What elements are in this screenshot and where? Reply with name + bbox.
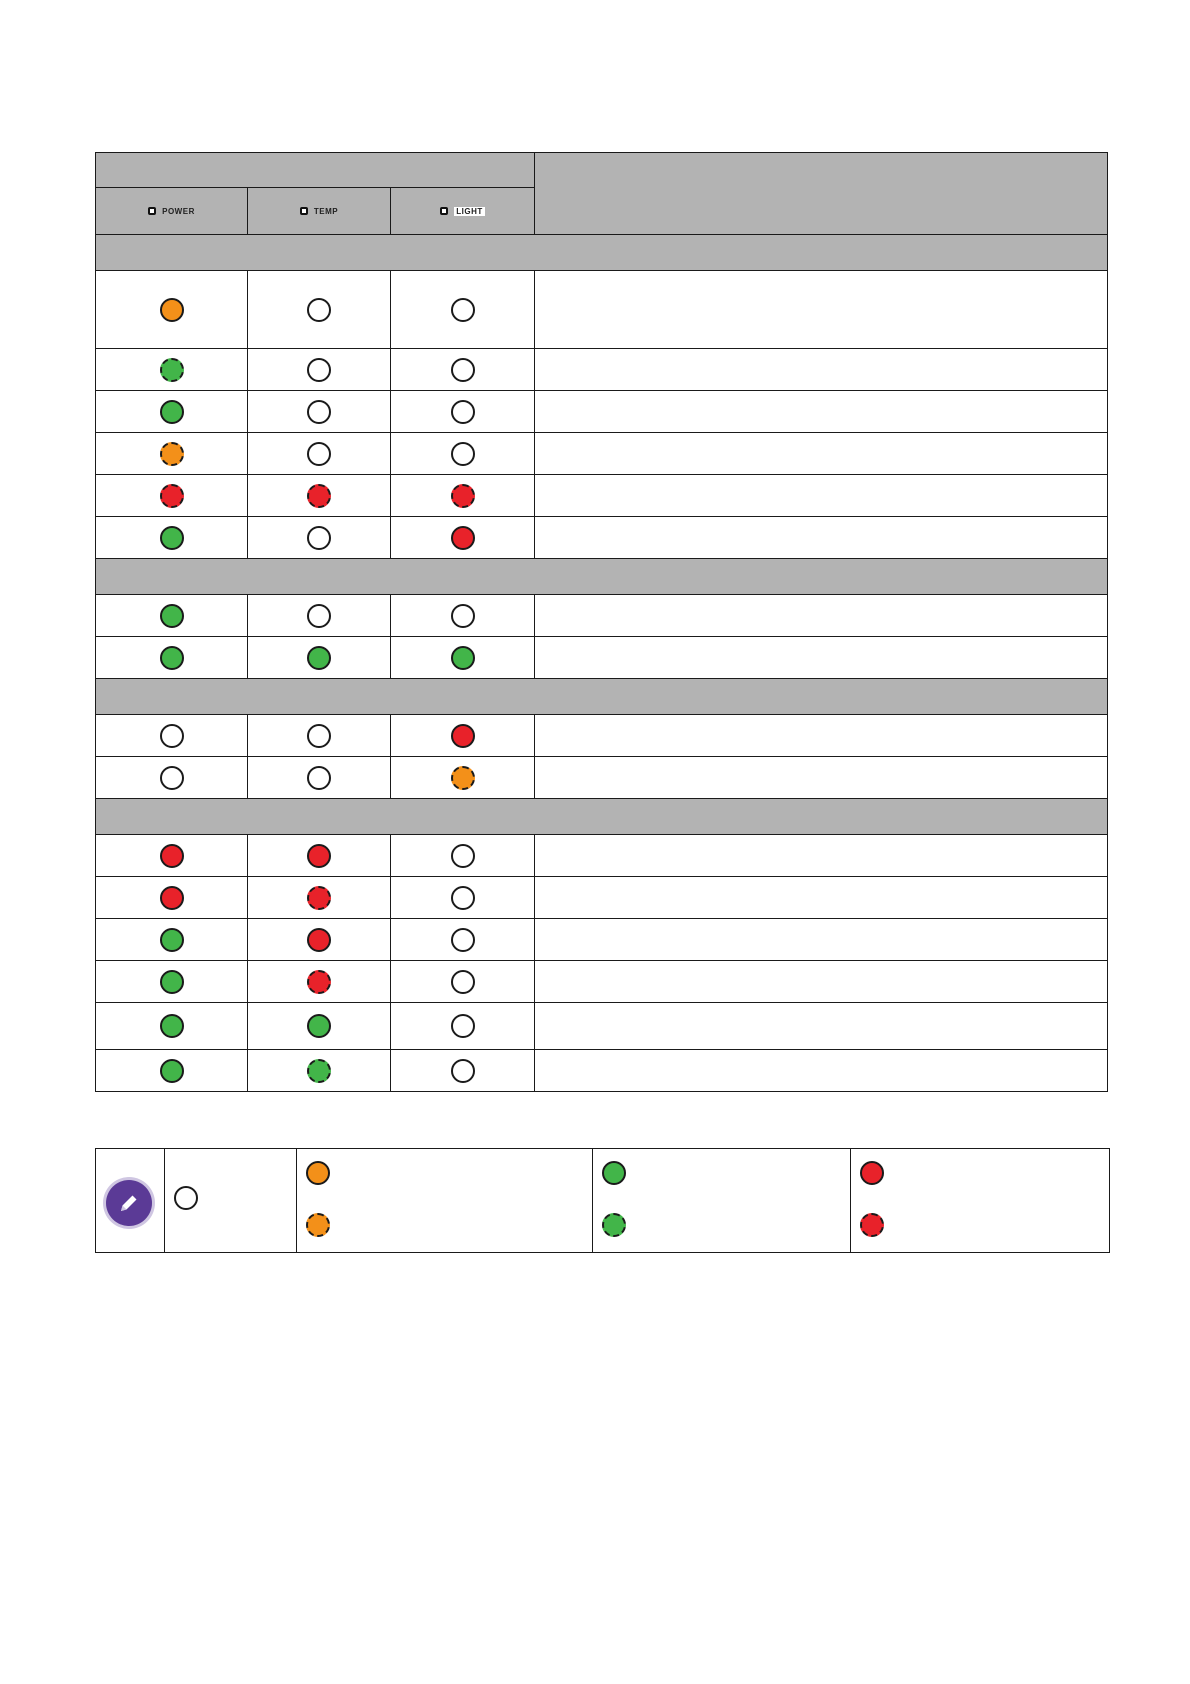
light-state-cell — [391, 271, 535, 349]
status-description-cell — [535, 433, 1108, 475]
power-led-green-flashing-dot — [160, 358, 184, 382]
temp-led-red-flashing-dot — [307, 886, 331, 910]
light-state-cell — [391, 349, 535, 391]
temp-state-cell — [248, 391, 391, 433]
light-led-off-dot — [451, 604, 475, 628]
temp-state-cell — [248, 475, 391, 517]
section-header-4 — [96, 799, 1108, 835]
light-state-cell — [391, 715, 535, 757]
status-description-cell — [535, 919, 1108, 961]
section-header-2 — [96, 559, 1108, 595]
power-led-green-dot — [160, 526, 184, 550]
table-row — [96, 715, 1108, 757]
pencil-icon — [106, 1180, 152, 1226]
table-row — [96, 637, 1108, 679]
section-header-row — [96, 679, 1108, 715]
light-led-green-dot — [451, 646, 475, 670]
light-led-label: LIGHT — [456, 206, 483, 216]
light-state-cell — [391, 961, 535, 1003]
light-state-cell — [391, 595, 535, 637]
status-description-cell — [535, 517, 1108, 559]
light-led-off-dot — [451, 928, 475, 952]
led-group-header — [96, 153, 535, 188]
legend-off-cell — [165, 1149, 297, 1253]
temp-led-red-dot — [307, 928, 331, 952]
table-row — [96, 433, 1108, 475]
power-led-red-dot — [160, 844, 184, 868]
light-state-cell — [391, 475, 535, 517]
temp-led-red-flashing-dot — [307, 484, 331, 508]
led-square-icon — [300, 207, 308, 215]
light-state-cell — [391, 391, 535, 433]
temp-led-label: TEMP — [313, 206, 339, 216]
temp-state-cell — [248, 1003, 391, 1050]
table-row — [96, 835, 1108, 877]
table-row — [96, 1003, 1108, 1050]
power-led-green-dot — [160, 604, 184, 628]
power-state-cell — [96, 757, 248, 799]
status-description-cell — [535, 961, 1108, 1003]
table-row — [96, 271, 1108, 349]
status-description-cell — [535, 349, 1108, 391]
light-led-off-dot — [451, 1014, 475, 1038]
status-description-cell — [535, 1050, 1108, 1092]
temp-led-red-dot — [307, 844, 331, 868]
light-led-off-dot — [451, 886, 475, 910]
light-state-cell — [391, 1003, 535, 1050]
table-row — [96, 919, 1108, 961]
led-legend-table — [95, 1148, 1110, 1253]
temp-led-red-flashing-dot — [307, 970, 331, 994]
power-led-green-dot — [160, 646, 184, 670]
table-row — [96, 349, 1108, 391]
power-led-green-dot — [160, 970, 184, 994]
led-green-dot — [602, 1161, 626, 1185]
temp-state-cell — [248, 517, 391, 559]
temp-state-cell — [248, 835, 391, 877]
temp-state-cell — [248, 961, 391, 1003]
light-state-cell — [391, 757, 535, 799]
light-state-cell — [391, 919, 535, 961]
power-led-off-dot — [160, 724, 184, 748]
power-state-cell — [96, 391, 248, 433]
light-led-red-dot — [451, 724, 475, 748]
power-led-red-flashing-dot — [160, 484, 184, 508]
light-led-off-dot — [451, 400, 475, 424]
status-description-cell — [535, 715, 1108, 757]
power-led-orange-dot — [160, 298, 184, 322]
status-description-cell — [535, 637, 1108, 679]
temp-led-off-dot — [307, 358, 331, 382]
temp-led-header — [248, 188, 391, 235]
light-led-off-dot — [451, 442, 475, 466]
light-led-red-flashing-dot — [451, 484, 475, 508]
table-row — [96, 391, 1108, 433]
light-led-orange-flashing-dot — [451, 766, 475, 790]
power-led-green-dot — [160, 928, 184, 952]
status-description-cell — [535, 475, 1108, 517]
status-header — [535, 153, 1108, 235]
light-state-cell — [391, 433, 535, 475]
led-square-icon — [148, 207, 156, 215]
temp-state-cell — [248, 637, 391, 679]
power-state-cell — [96, 517, 248, 559]
power-state-cell — [96, 433, 248, 475]
temp-led-green-flashing-dot — [307, 1059, 331, 1083]
power-led-green-dot — [160, 1059, 184, 1083]
power-state-cell — [96, 475, 248, 517]
light-led-off-dot — [451, 970, 475, 994]
light-state-cell — [391, 517, 535, 559]
temp-led-green-dot — [307, 646, 331, 670]
status-description-cell — [535, 877, 1108, 919]
power-led-green-dot — [160, 400, 184, 424]
legend-orange-cell — [297, 1149, 593, 1253]
temp-state-cell — [248, 877, 391, 919]
section-header-row — [96, 235, 1108, 271]
section-header-1 — [96, 235, 1108, 271]
light-led-header — [391, 188, 535, 235]
power-state-cell — [96, 961, 248, 1003]
power-state-cell — [96, 349, 248, 391]
power-led-header — [96, 188, 248, 235]
led-orange-dot — [306, 1161, 330, 1185]
light-led-off-dot — [451, 298, 475, 322]
temp-state-cell — [248, 919, 391, 961]
light-state-cell — [391, 637, 535, 679]
power-state-cell — [96, 271, 248, 349]
temp-state-cell — [248, 271, 391, 349]
temp-state-cell — [248, 595, 391, 637]
led-square-icon — [440, 207, 448, 215]
section-header-3 — [96, 679, 1108, 715]
status-description-cell — [535, 271, 1108, 349]
led-indicator-table — [95, 152, 1108, 1092]
status-description-cell — [535, 1003, 1108, 1050]
light-led-red-dot — [451, 526, 475, 550]
power-led-orange-flashing-dot — [160, 442, 184, 466]
section-header-row — [96, 799, 1108, 835]
temp-led-off-dot — [307, 766, 331, 790]
led-red-dot — [860, 1161, 884, 1185]
table-row — [96, 961, 1108, 1003]
note-cell — [96, 1149, 165, 1253]
table-row — [96, 517, 1108, 559]
led-red-flashing-dot — [860, 1213, 884, 1237]
temp-led-off-dot — [307, 442, 331, 466]
light-state-cell — [391, 835, 535, 877]
power-state-cell — [96, 637, 248, 679]
temp-led-off-dot — [307, 298, 331, 322]
status-description-cell — [535, 835, 1108, 877]
table-row — [96, 877, 1108, 919]
temp-state-cell — [248, 433, 391, 475]
light-led-off-dot — [451, 844, 475, 868]
power-led-label: POWER — [162, 206, 195, 216]
table-row — [96, 1050, 1108, 1092]
temp-state-cell — [248, 757, 391, 799]
legend-red-cell — [851, 1149, 1110, 1253]
power-state-cell — [96, 835, 248, 877]
power-led-red-dot — [160, 886, 184, 910]
temp-led-off-dot — [307, 400, 331, 424]
status-description-cell — [535, 757, 1108, 799]
power-state-cell — [96, 715, 248, 757]
temp-state-cell — [248, 349, 391, 391]
legend-green-cell — [593, 1149, 851, 1253]
light-state-cell — [391, 877, 535, 919]
status-description-cell — [535, 595, 1108, 637]
table-row — [96, 757, 1108, 799]
light-led-off-dot — [451, 1059, 475, 1083]
power-state-cell — [96, 1050, 248, 1092]
power-state-cell — [96, 1003, 248, 1050]
power-state-cell — [96, 877, 248, 919]
temp-led-off-dot — [307, 724, 331, 748]
temp-led-off-dot — [307, 604, 331, 628]
section-header-row — [96, 559, 1108, 595]
led-green-flashing-dot — [602, 1213, 626, 1237]
temp-led-off-dot — [307, 526, 331, 550]
power-state-cell — [96, 919, 248, 961]
temp-state-cell — [248, 715, 391, 757]
power-led-green-dot — [160, 1014, 184, 1038]
led-off-dot — [174, 1186, 198, 1210]
power-state-cell — [96, 595, 248, 637]
light-led-off-dot — [451, 358, 475, 382]
status-description-cell — [535, 391, 1108, 433]
light-state-cell — [391, 1050, 535, 1092]
table-row — [96, 475, 1108, 517]
table-row — [96, 595, 1108, 637]
temp-state-cell — [248, 1050, 391, 1092]
temp-led-green-dot — [307, 1014, 331, 1038]
led-orange-flashing-dot — [306, 1213, 330, 1237]
power-led-off-dot — [160, 766, 184, 790]
